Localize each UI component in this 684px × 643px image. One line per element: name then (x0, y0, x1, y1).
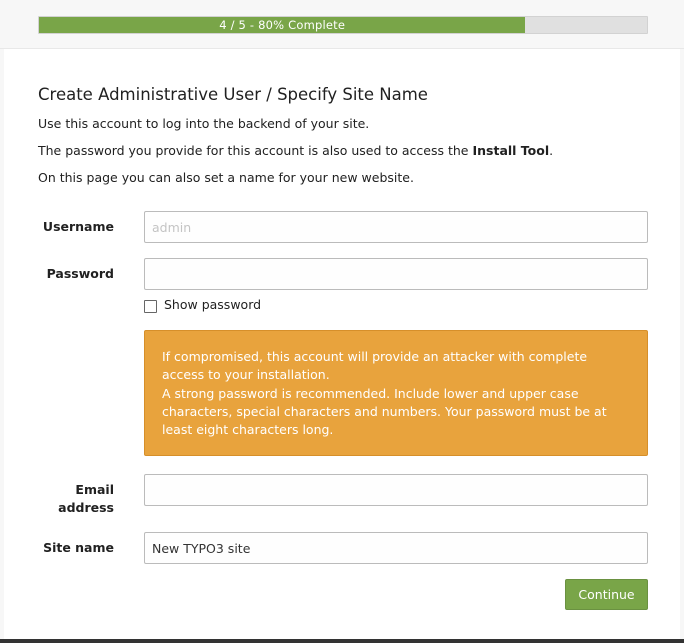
email-label-line-2: address (58, 500, 114, 515)
username-input[interactable] (144, 211, 648, 243)
bottom-edge (0, 639, 684, 643)
password-warning-alert (144, 330, 648, 456)
alert-line-2: A strong password is recommended. Include lower and upper case characters, special characters and numbers. Your password must be at least eight characters long. (162, 385, 607, 438)
intro-line-2 (38, 143, 553, 158)
intro-line-3: On this page you can also set a name for your new website. (38, 170, 414, 185)
install-tool-text: Install Tool (472, 143, 550, 158)
intro-line-2-prefix: The password you provide for this account is also used to access the (38, 143, 473, 158)
site-name-label: Site name (43, 540, 114, 555)
password-input[interactable] (144, 258, 648, 290)
email-label-line-1: Email (75, 482, 114, 497)
show-password-checkbox[interactable] (144, 300, 157, 313)
continue-button[interactable]: Continue (565, 579, 648, 610)
password-label: Password (46, 266, 114, 281)
email-label (38, 481, 114, 517)
intro-line-1: Use this account to log into the backend of your site. (38, 116, 370, 131)
site-name-input[interactable] (144, 532, 648, 564)
email-input[interactable] (144, 474, 648, 506)
username-label: Username (42, 219, 114, 234)
show-password-label[interactable]: Show password (164, 297, 262, 312)
intro-line-2-suffix: . (549, 143, 554, 158)
alert-line-1: If compromised, this account will provide an attacker with complete access to your installation. (162, 349, 588, 383)
page-border-left (0, 49, 4, 643)
page-title: Create Administrative User / Specify Site Name (38, 85, 428, 104)
page-border-right (680, 49, 684, 643)
progress-bar (38, 16, 648, 34)
progress-label: 4 / 5 - 80% Complete (219, 18, 346, 32)
